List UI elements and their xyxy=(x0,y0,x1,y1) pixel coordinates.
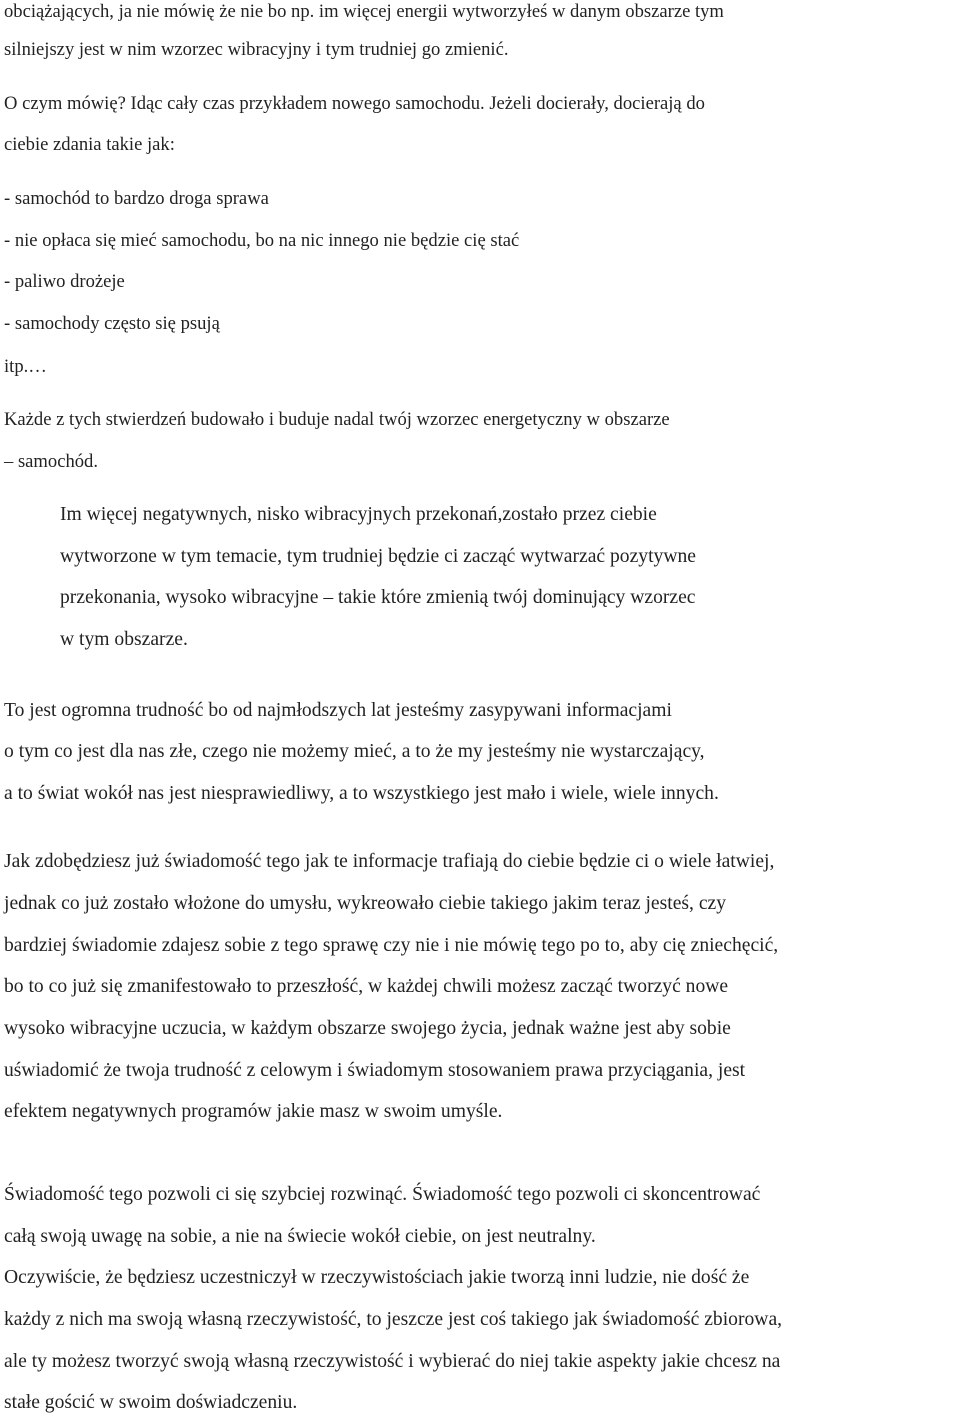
text-line: – samochód. xyxy=(4,451,98,472)
text-line: ciebie zdania takie jak: xyxy=(4,134,175,155)
text-line: - samochody często się psują xyxy=(4,313,220,334)
text-line: Każde z tych stwierdzeń budowało i buduje nadal twój wzorzec energetyczny w obszarze xyxy=(4,409,670,430)
text-line: stałe gościć w swoim doświadczeniu. xyxy=(4,1392,298,1413)
text-line: jednak co już zostało włożone do umysłu, wykreowało ciebie takiego jakim teraz jesteś, czy xyxy=(4,893,727,914)
text-line: uświadomić że twoja trudność z celowym i świadomym stosowaniem prawa przyciągania, jest xyxy=(4,1060,746,1081)
text-line: - samochód to bardzo droga sprawa xyxy=(4,188,269,209)
text-line: o tym co jest dla nas złe, czego nie możemy mieć, a to że my jesteśmy nie wystarczający, xyxy=(4,741,705,762)
text-line: każdy z nich ma swoją własną rzeczywistość, to jeszcze jest coś takiego jak świadomość zbiorowa, xyxy=(4,1309,783,1330)
text-line: bo to co już się zmanifestowało to przeszłość, w każdej chwili możesz zacząć tworzyć nowe xyxy=(4,976,729,997)
text-line: Świadomość tego pozwoli ci się szybciej rozwinąć. Świadomość tego pozwoli ci skoncentrować xyxy=(4,1184,761,1205)
text-line: To jest ogromna trudność bo od najmłodszych lat jesteśmy zasypywani informacjami xyxy=(4,700,672,721)
text-line: przekonania, wysoko wibracyjne – takie które zmienią twój dominujący wzorzec xyxy=(60,587,696,608)
text-line: bardziej świadomie zdajesz sobie z tego sprawę czy nie i nie mówię tego po to, aby cię zniechęcić, xyxy=(4,935,779,956)
text-line: w tym obszarze. xyxy=(60,629,188,650)
text-line: wytworzone w tym temacie, tym trudniej będzie ci zacząć wytwarzać pozytywne xyxy=(60,546,696,567)
text-line: Im więcej negatywnych, nisko wibracyjnych przekonań,zostało przez ciebie xyxy=(60,504,657,525)
text-line: - paliwo drożeje xyxy=(4,271,125,292)
text-line: Oczywiście, że będziesz uczestniczył w rzeczywistościach jakie tworzą inni ludzie, nie dość że xyxy=(4,1267,750,1288)
text-line: wysoko wibracyjne uczucia, w każdym obszarze swojego życia, jednak ważne jest aby sobie xyxy=(4,1018,731,1039)
text-line: O czym mówię? Idąc cały czas przykładem nowego samochodu. Jeżeli docierały, docierają do xyxy=(4,93,705,114)
text-line: efektem negatywnych programów jakie masz w swoim umyśle. xyxy=(4,1101,503,1122)
text-line: silniejszy jest w nim wzorzec wibracyjny i tym trudniej go zmienić. xyxy=(4,39,509,60)
text-line: Jak zdobędziesz już świadomość tego jak te informacje trafiają do ciebie będzie ci o wiele łatwiej, xyxy=(4,851,775,872)
text-line: a to świat wokół nas jest niesprawiedliwy, a to wszystkiego jest mało i wiele, wiele innych. xyxy=(4,783,719,804)
text-line: obciążających, ja nie mówię że nie bo np. im więcej energii wytworzyłeś w danym obszarze tym xyxy=(4,1,724,22)
text-line: całą swoją uwagę na sobie, a nie na świecie wokół ciebie, on jest neutralny. xyxy=(4,1226,596,1247)
text-line: itp.… xyxy=(4,356,47,377)
text-line: - nie opłaca się mieć samochodu, bo na nic innego nie będzie cię stać xyxy=(4,230,520,251)
text-line: ale ty możesz tworzyć swoją własną rzeczywistość i wybierać do niej takie aspekty jakie chcesz na xyxy=(4,1351,781,1372)
